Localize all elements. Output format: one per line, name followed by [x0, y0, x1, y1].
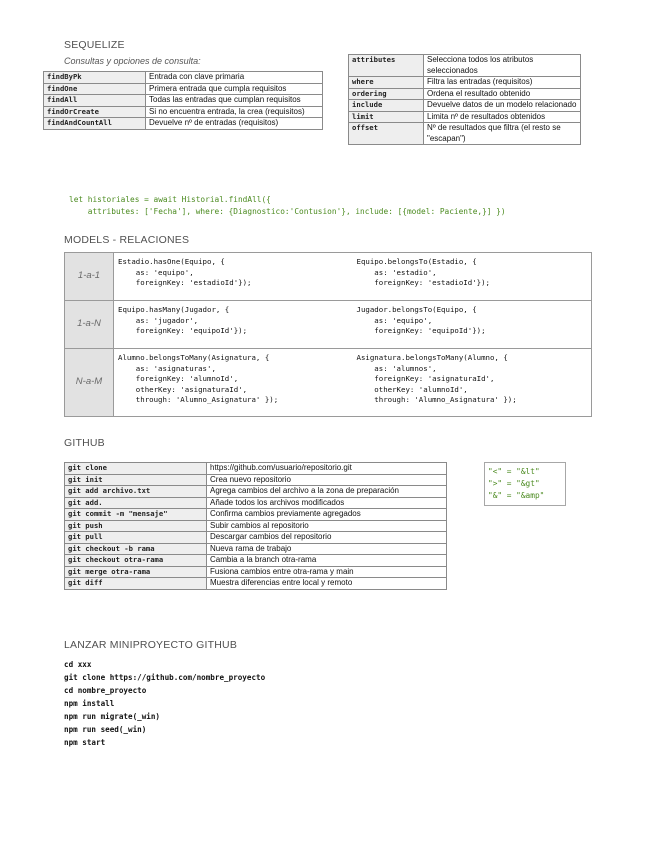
relation-code-right: Jugador.belongsTo(Equipo, { as: 'equipo', foreignKey: 'equipoId'});	[353, 301, 592, 349]
git-command: git init	[65, 474, 207, 486]
relation-code-left: Equipo.hasMany(Jugador, { as: 'jugador', foreignKey: 'equipoId'});	[114, 301, 353, 349]
relation-label: N-a-M	[65, 349, 114, 417]
git-commands-table	[64, 462, 447, 590]
method-description: Todas las entradas que cumplan requisitos	[146, 95, 323, 107]
option-description: Limita nº de resultados obtenidos	[424, 111, 581, 123]
table-row	[65, 463, 447, 475]
table-row	[65, 509, 447, 521]
table-row	[349, 55, 581, 77]
git-command: git add archivo.txt	[65, 486, 207, 498]
option-description: Nº de resultados que filtra (el resto se "escapan")	[424, 123, 581, 145]
table-row	[349, 77, 581, 89]
launch-commands	[64, 658, 265, 749]
method-name: findOrCreate	[44, 106, 146, 118]
table-row	[44, 95, 323, 107]
method-description: Si no encuentra entrada, la crea (requisitos)	[146, 106, 323, 118]
table-row	[44, 72, 323, 84]
table-row	[65, 486, 447, 498]
github-heading: GITHUB	[64, 437, 105, 449]
method-name: findAndCountAll	[44, 118, 146, 130]
git-command: git add.	[65, 497, 207, 509]
table-row	[65, 532, 447, 544]
table-row	[65, 543, 447, 555]
table-row	[349, 123, 581, 145]
launch-command-line: npm run migrate(_win)	[64, 712, 161, 721]
relation-label: 1-a-1	[65, 253, 114, 301]
git-description: Confirma cambios previamente agregados	[207, 509, 447, 521]
table-row	[65, 349, 592, 417]
option-name: include	[349, 100, 424, 112]
git-description: Subir cambios al repositorio	[207, 520, 447, 532]
html-escapes-box	[484, 462, 566, 506]
sequelize-subtitle: Consultas y opciones de consulta:	[64, 56, 201, 66]
table-row	[65, 555, 447, 567]
git-description: Muestra diferencias entre local y remoto	[207, 578, 447, 590]
option-name: offset	[349, 123, 424, 145]
launch-command-line: npm run seed(_win)	[64, 725, 147, 734]
table-row	[44, 83, 323, 95]
launch-command-line: git clone https://github.com/nombre_proyecto	[64, 673, 266, 682]
option-description: Filtra las entradas (requisitos)	[424, 77, 581, 89]
relation-code-right: Equipo.belongsTo(Estadio, { as: 'estadio', foreignKey: 'estadioId'});	[353, 253, 592, 301]
method-description: Primera entrada que cumpla requisitos	[146, 83, 323, 95]
launch-command-line: npm start	[64, 738, 106, 747]
git-description: Descargar cambios del repositorio	[207, 532, 447, 544]
method-description: Devuelve nº de entradas (requisitos)	[146, 118, 323, 130]
table-row	[65, 520, 447, 532]
query-methods-table	[43, 71, 323, 130]
method-name: findByPk	[44, 72, 146, 84]
option-name: limit	[349, 111, 424, 123]
method-name: findOne	[44, 83, 146, 95]
findall-example-line-2: attributes: ['Fecha'], where: {Diagnostico:'Contusion'}, include: [{model: Paciente,}] })	[69, 207, 506, 216]
method-description: Entrada con clave primaria	[146, 72, 323, 84]
findall-example-line-1: let historiales = await Historial.findAll({	[69, 195, 271, 204]
git-command: git clone	[65, 463, 207, 475]
git-command: git commit -m "mensaje"	[65, 509, 207, 521]
table-row	[44, 106, 323, 118]
option-name: where	[349, 77, 424, 89]
launch-command-line: cd xxx	[64, 660, 92, 669]
table-row	[65, 301, 592, 349]
option-name: attributes	[349, 55, 424, 77]
sequelize-heading: SEQUELIZE	[64, 39, 125, 51]
table-row	[349, 100, 581, 112]
table-row	[65, 497, 447, 509]
escape-amp: "&" = "&amp"	[488, 491, 545, 500]
escape-lt: "<" = "&lt"	[488, 467, 540, 476]
git-description: Agrega cambios del archivo a la zona de preparación	[207, 486, 447, 498]
git-description: Nueva rama de trabajo	[207, 543, 447, 555]
relation-code-left: Alumno.belongsToMany(Asignatura, { as: 'asignaturas', foreignKey: 'alumnoId', otherKey: 'asignaturaId', through: 'Alumno_Asignatura' });	[114, 349, 353, 417]
table-row	[349, 111, 581, 123]
relation-code-left: Estadio.hasOne(Equipo, { as: 'equipo', foreignKey: 'estadioId'});	[114, 253, 353, 301]
escape-gt: ">" = "&gt"	[488, 479, 540, 488]
git-description: Fusiona cambios entre otra-rama y main	[207, 566, 447, 578]
launch-command-line: cd nombre_proyecto	[64, 686, 147, 695]
git-description: https://github.com/usuario/repositorio.git	[207, 463, 447, 475]
git-command: git diff	[65, 578, 207, 590]
git-description: Crea nuevo repositorio	[207, 474, 447, 486]
model-relations-table	[64, 252, 592, 417]
option-name: ordering	[349, 88, 424, 100]
table-row	[349, 88, 581, 100]
git-command: git merge otra-rama	[65, 566, 207, 578]
option-description: Devuelve datos de un modelo relacionado	[424, 100, 581, 112]
table-row	[65, 253, 592, 301]
relation-label: 1-a-N	[65, 301, 114, 349]
option-description: Selecciona todos los atributos seleccionados	[424, 55, 581, 77]
git-command: git push	[65, 520, 207, 532]
table-row	[65, 578, 447, 590]
git-command: git pull	[65, 532, 207, 544]
lanzar-heading: LANZAR MINIPROYECTO GITHUB	[64, 639, 238, 651]
models-heading: MODELS - RELACIONES	[64, 234, 190, 246]
table-row	[65, 474, 447, 486]
table-row	[44, 118, 323, 130]
relation-code-right: Asignatura.belongsToMany(Alumno, { as: 'alumnos', foreignKey: 'asignaturaId', otherKey: 'alumnoId', through: 'Alumno_Asignatura' });	[353, 349, 592, 417]
query-options-table	[348, 54, 581, 145]
git-description: Añade todos los archivos modificados	[207, 497, 447, 509]
git-command: git checkout -b rama	[65, 543, 207, 555]
git-description: Cambia a la branch otra-rama	[207, 555, 447, 567]
method-name: findAll	[44, 95, 146, 107]
table-row	[65, 566, 447, 578]
git-command: git checkout otra-rama	[65, 555, 207, 567]
option-description: Ordena el resultado obtenido	[424, 88, 581, 100]
launch-command-line: npm install	[64, 699, 115, 708]
